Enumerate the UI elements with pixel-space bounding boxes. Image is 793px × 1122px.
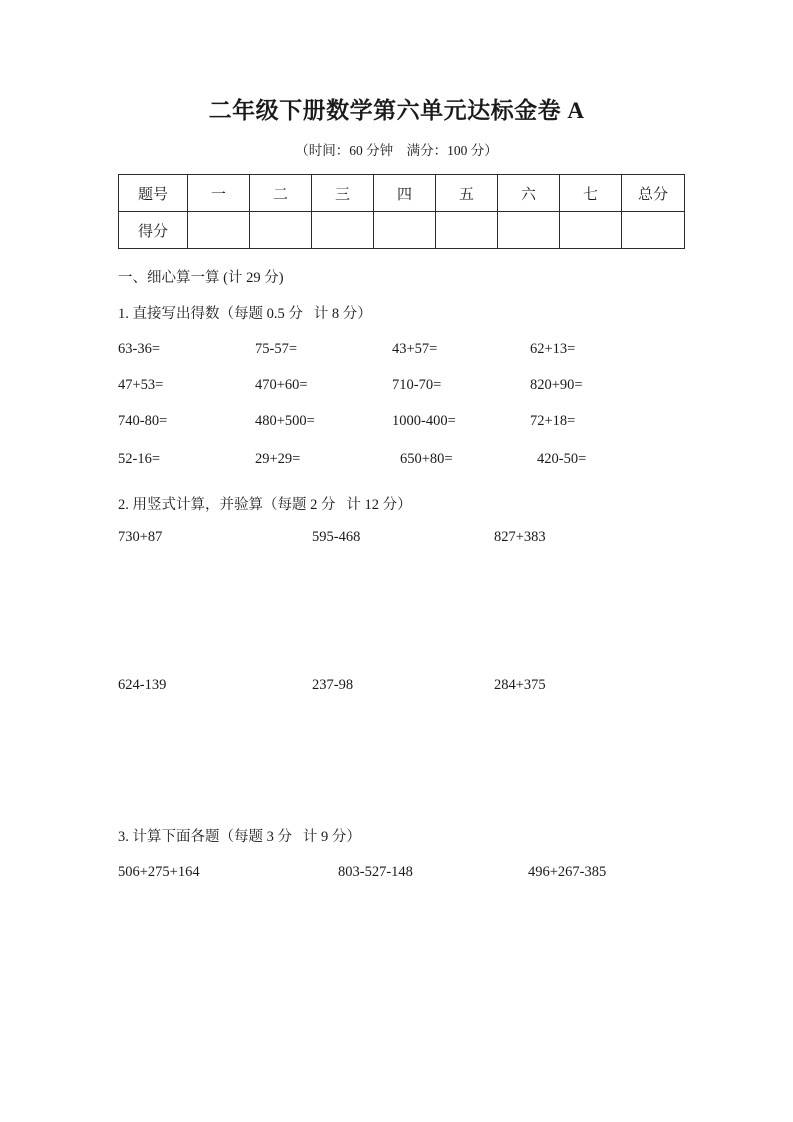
problem-multistep-2: 803-527-148 [338,864,413,880]
problem-oral-15: 650+80= [400,451,453,467]
column-header-5: 五 [436,175,498,212]
row-label-question-number: 题号 [119,175,188,212]
score-cell-2[interactable] [250,212,312,249]
column-header-6: 六 [498,175,560,212]
column-header-3: 三 [312,175,374,212]
table-row-scores [119,212,685,249]
score-cell-6[interactable] [498,212,560,249]
score-cell-4[interactable] [374,212,436,249]
problem-oral-14: 29+29= [255,451,301,467]
problem-multistep-3: 496+267-385 [528,864,607,880]
problem-oral-10: 480+500= [255,413,315,429]
score-cell-7[interactable] [560,212,622,249]
column-header-7: 七 [560,175,622,212]
problem-oral-9: 740-80= [118,413,168,429]
score-table [118,174,685,249]
section-heading-1: 一、细心算一算 (计 29 分) [118,270,284,286]
problem-vertical-5: 237-98 [312,677,354,693]
problem-oral-3: 43+57= [392,341,438,357]
problem-oral-4: 62+13= [530,341,576,357]
problem-oral-11: 1000-400= [392,413,456,429]
column-header-4: 四 [374,175,436,212]
problem-oral-1: 63-36= [118,341,161,357]
subsection-heading-1-1: 1. 直接写出得数（每题 0.5 分 计 8 分） [118,306,372,322]
column-header-total: 总分 [622,175,685,212]
problem-oral-6: 470+60= [255,377,308,393]
problem-oral-16: 420-50= [537,451,587,467]
problem-vertical-2: 595-468 [312,529,361,545]
problem-vertical-6: 284+375 [494,677,546,693]
problem-multistep-1: 506+275+164 [118,864,200,880]
problem-oral-8: 820+90= [530,377,583,393]
table-row-question-numbers [119,175,685,212]
problem-oral-7: 710-70= [392,377,442,393]
problem-vertical-1: 730+87 [118,529,163,545]
exam-info-subtitle: （时间：60 分钟 满分：100 分） [295,143,498,158]
subsection-heading-1-3: 3. 计算下面各题（每题 3 分 计 9 分） [118,829,361,845]
problem-oral-13: 52-16= [118,451,161,467]
problem-oral-2: 75-57= [255,341,298,357]
row-label-score: 得分 [119,212,188,249]
problem-vertical-4: 624-139 [118,677,167,693]
column-header-2: 二 [250,175,312,212]
score-cell-1[interactable] [188,212,250,249]
score-cell-5[interactable] [436,212,498,249]
problem-oral-5: 47+53= [118,377,164,393]
score-cell-3[interactable] [312,212,374,249]
score-cell-total[interactable] [622,212,685,249]
column-header-1: 一 [188,175,250,212]
problem-oral-12: 72+18= [530,413,576,429]
problem-vertical-3: 827+383 [494,529,546,545]
subsection-heading-1-2: 2. 用竖式计算，并验算（每题 2 分 计 12 分） [118,497,412,513]
page-title: 二年级下册数学第六单元达标金卷 A [208,98,585,123]
